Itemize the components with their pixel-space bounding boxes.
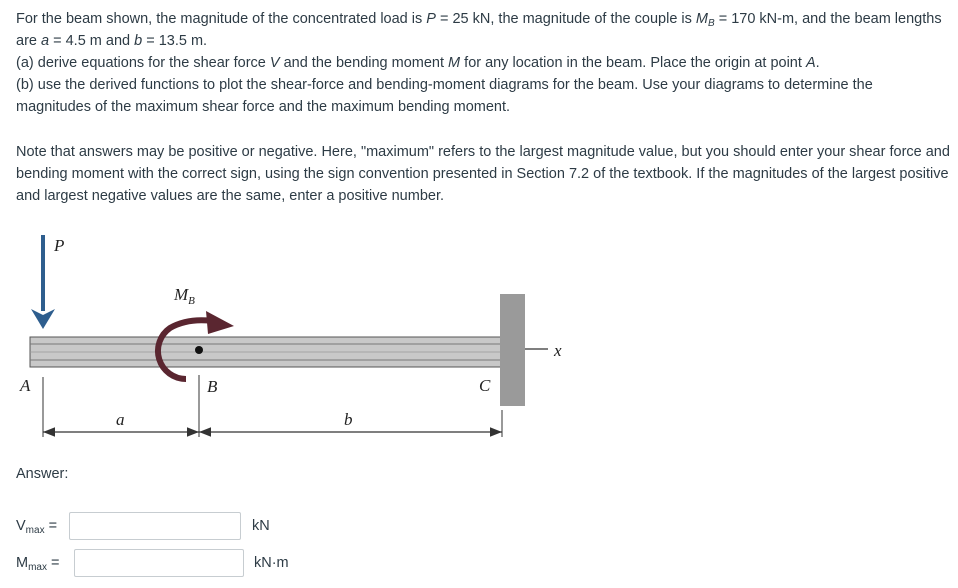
vmax-input[interactable] [69,512,241,540]
dimension-label-b: b [344,410,353,429]
mmax-label: $M_{max}$ = [16,555,60,573]
x-axis-label: x [554,341,562,360]
load-label-P: P [54,236,65,255]
mmax-unit: kN·m [254,555,289,571]
mmax-input[interactable] [74,549,244,577]
point-label-A: A [20,376,31,395]
dimension-label-a: a [116,410,125,429]
beam [30,337,502,367]
answer-heading: Answer: [16,466,69,482]
point-B-dot [195,346,203,354]
point-label-B: B [207,377,218,396]
sign-convention-note: Note that answers may be positive or negative. Here, "maximum" refers to the largest magnitude value, but you should enter your shear force and bending moment with the correct sign, using the sign convention presented in Section 7.2 of the textbook. If the magnitudes of the largest positive and largest negative values are the same, enter a positive number. [16,144,950,204]
vmax-label: $V_{max}$ = [16,518,58,536]
fixed-support-wall [500,294,525,406]
beam-diagram [0,225,600,450]
problem-statement: For the beam shown, the magnitude of the concentrated load is P = 25 kN, the magnitude of the couple is $M_B = 170$ kN-m, and the beam lengths are a = 4.5 m and b = 13.5 m. (a) derive equations for the shear force V and the bending moment M for any location in the beam. Place the origin at point A. (b) use the derived functions to plot the shear-force and bending-moment diagrams for the beam. Use your diagrams to determine the magnitudes of the maximum shear force and the maximum bending moment. [16,11,942,115]
point-label-C: C [479,376,491,395]
moment-label-MB: $M_B$ [174,285,195,307]
vmax-unit: kN [252,518,270,534]
load-arrow-icon [31,235,55,329]
